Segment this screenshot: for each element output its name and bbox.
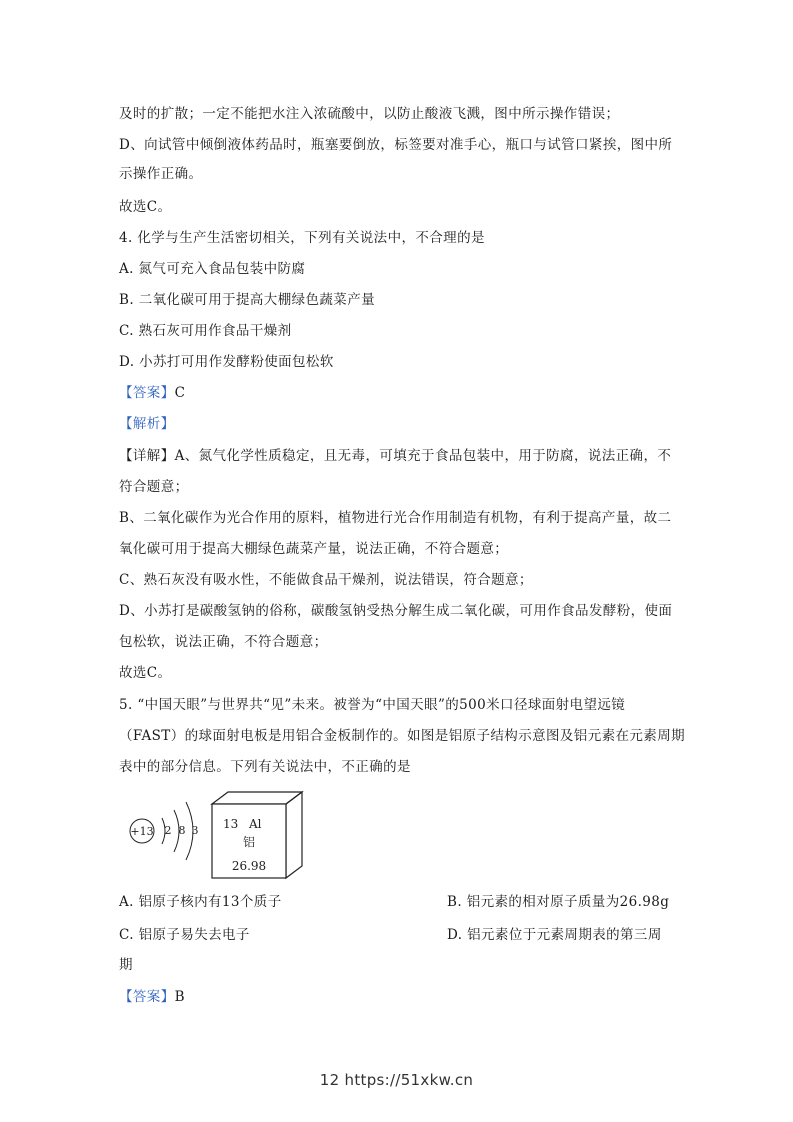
page-footer: 12 https://51xkw.cn [319,1071,474,1089]
detail-text: A、氮气化学性质稳定，且无毒，可填充于食品包装中，用于防腐，说法正确，不 [174,448,672,464]
text-line: D、向试管中倾倒液体药品时，瓶塞要倒放，标签要对准手心，瓶口与试管口紧挨，图中所 [119,137,673,153]
question-4-option-c: C. 熟石灰可用作食品干燥剂 [119,323,292,339]
question-5-option-c: C. 铝原子易失去电子 [119,927,250,943]
text-line: B、二氧化碳作为光合作用的原料，植物进行光合作用制造有机物，有利于提高产量，故二 [119,510,672,526]
atom-structure-diagram [128,788,318,883]
text-line: C、熟石灰没有吸水性，不能做食品干燥剂，说法错误，符合题意； [119,572,533,588]
text-line: 故选C。 [119,665,172,681]
answer-5 [119,987,185,1007]
question-5-stem: （FAST）的球面射电板是用铝合金板制作的。如图是铝原子结构示意图及铝元素在元素周期 [119,728,685,744]
question-4-stem: 4. 化学与生产生活密切相关，下列有关说法中，不合理的是 [119,230,485,246]
question-4-option-b: B. 二氧化碳可用于提高大棚绿色蔬菜产量 [119,292,376,308]
shell-1-electrons: 2 [164,824,172,837]
text-line: 故选C。 [119,199,172,215]
text-line: D、小苏打是碳酸氢钠的俗称，碳酸氢钠受热分解生成二氧化碳，可用作食品发酵粉，使面 [119,603,673,619]
detail-tag: 【详解】 [119,448,175,464]
aluminum-figure [128,788,318,883]
atomic-number: 13 [223,817,239,831]
nucleus-label: +13 [130,825,154,838]
text-line: 氧化碳可用于提高大棚绿色蔬菜产量，说法正确，不符合题意； [119,541,509,557]
answer-4 [119,383,185,403]
question-4-option-d: D. 小苏打可用作发酵粉使面包松软 [119,354,334,370]
element-name: 铝 [242,835,256,849]
shell-2-electrons: 8 [178,824,186,837]
text-line: 及时的扩散；一定不能把水注入浓硫酸中，以防止酸液飞溅，图中所示操作错误； [119,106,620,122]
question-5-option-b: B. 铝元素的相对原子质量为26.98g [447,894,670,910]
question-5-option-d-continued: 期 [119,957,133,973]
element-symbol: Al [249,817,262,831]
question-4-option-a: A. 氮气可充入食品包装中防腐 [119,261,306,277]
analysis-tag: 【解析】 [119,416,175,432]
question-5-option-d: D. 铝元素位于元素周期表的第三周 [447,927,662,943]
text-line: 符合题意； [119,479,189,495]
detail-line [119,446,671,466]
question-5-stem: 表中的部分信息。下列有关说法中，不正确的是 [119,759,411,775]
text-line: 示操作正确。 [119,166,203,182]
question-5-option-a: A. 铝原子核内有13个质子 [119,894,282,910]
answer-tag: 【答案】 [119,385,175,401]
answer-value: C [174,385,186,401]
analysis-heading [119,414,175,434]
answer-value: B [174,989,185,1005]
text-line: 包松软，说法正确，不符合题意； [119,634,328,650]
atomic-mass: 26.98 [231,859,267,873]
shell-3-electrons: 3 [191,824,199,837]
question-5-stem: 5. “中国天眼”与世界共“见”未来。被誉为“中国天眼”的500米口径球面射电望远镜 [119,697,626,713]
answer-tag: 【答案】 [119,989,175,1005]
